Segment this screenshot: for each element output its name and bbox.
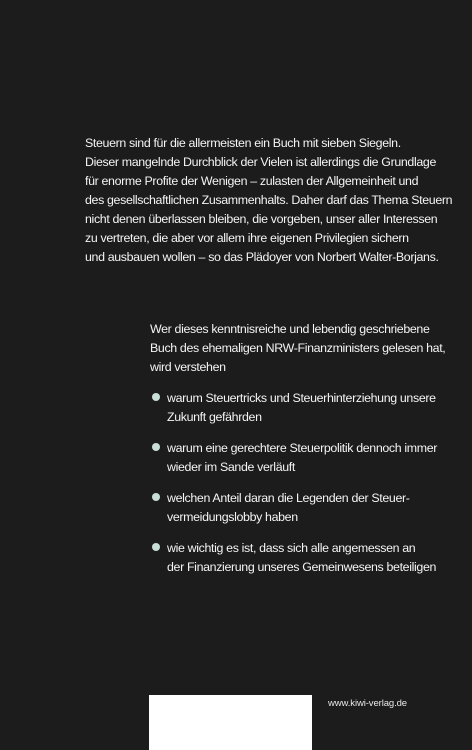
- bullet-line: Zukunft gefährden: [167, 410, 262, 424]
- bullet-line: der Finanzierung unseres Gemeinwesens beteiligen: [167, 560, 437, 574]
- list-item: [150, 439, 460, 477]
- list-item: [150, 539, 460, 577]
- lead-line: Wer dieses kenntnisreiche und lebendig geschriebene: [150, 322, 430, 336]
- bullet-dot-icon: [152, 443, 160, 451]
- list-item: [150, 489, 460, 527]
- intro-line: für enorme Profite der Wenigen – zulasten der Allgemeinheit und: [85, 174, 419, 188]
- list-item: [150, 389, 460, 427]
- intro-line: nicht denen überlassen bleiben, die vorgeben, unser aller Interessen: [85, 212, 438, 226]
- intro-line: Steuern sind für die allermeisten ein Buch mit sieben Siegeln.: [85, 136, 401, 150]
- bullet-dot-icon: [152, 543, 160, 551]
- lead-line: wird verstehen: [150, 360, 226, 374]
- benefits-list: [150, 389, 460, 577]
- publisher-url: www.kiwi-verlag.de: [328, 698, 407, 709]
- reader-benefits-section: [150, 320, 460, 589]
- intro-line: Dieser mangelnde Durchblick der Vielen ist allerdings die Grundlage: [85, 155, 436, 169]
- barcode-area: [149, 695, 312, 750]
- bullet-line: wie wichtig es ist, dass sich alle angemessen an: [167, 541, 416, 555]
- intro-line: zu vertreten, die aber vor allem ihre eigenen Privilegien sichern: [85, 231, 409, 245]
- benefits-lead: [150, 320, 460, 377]
- bullet-line: warum eine gerechtere Steuerpolitik dennoch immer: [167, 441, 438, 455]
- lead-line: Buch des ehemaligen NRW-Finanzministers gelesen hat,: [150, 341, 446, 355]
- intro-line: und ausbauen wollen – so das Plädoyer von Norbert Walter-Borjans.: [85, 250, 439, 264]
- intro-paragraph: [85, 134, 455, 267]
- bullet-line: vermeidungslobby haben: [167, 510, 298, 524]
- bullet-dot-icon: [152, 393, 160, 401]
- bullet-line: wieder im Sande verläuft: [167, 460, 295, 474]
- intro-line: des gesellschaftlichen Zusammenhalts. Daher darf das Thema Steuern: [85, 193, 453, 207]
- bullet-line: welchen Anteil daran die Legenden der Steuer-: [167, 491, 410, 505]
- bullet-line: warum Steuertricks und Steuerhinterziehung unsere: [167, 391, 436, 405]
- bullet-dot-icon: [152, 493, 160, 501]
